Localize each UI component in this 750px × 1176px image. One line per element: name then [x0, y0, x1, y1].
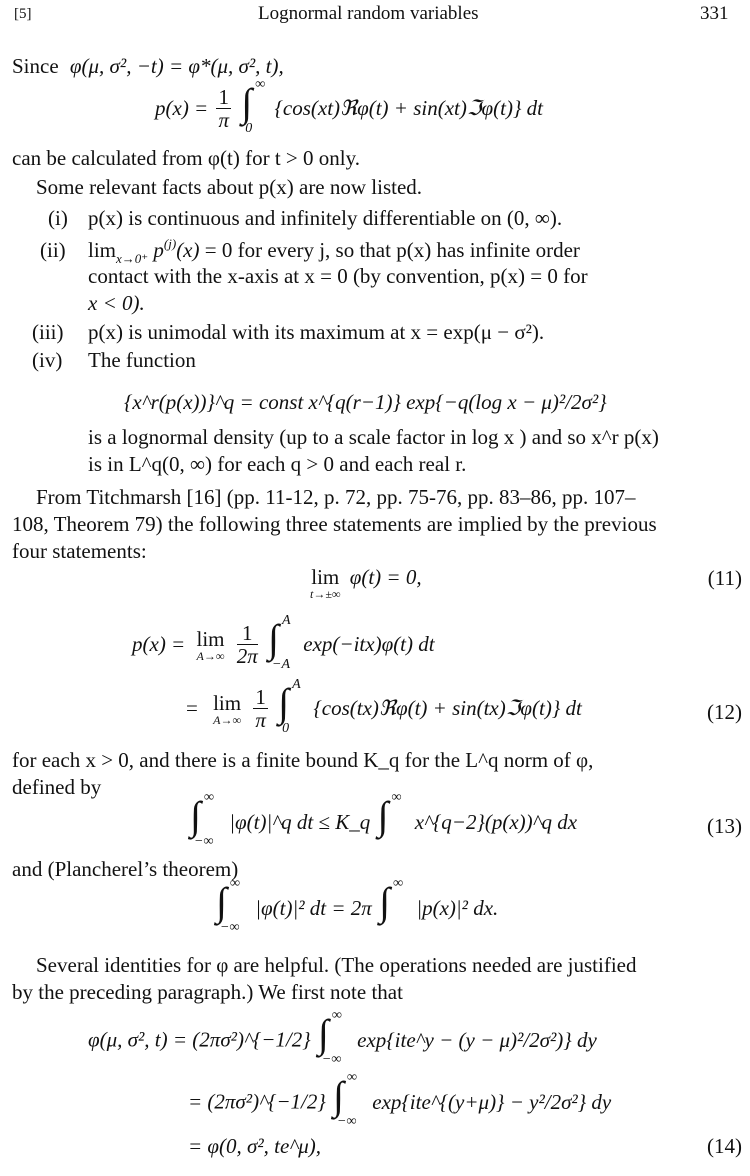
fact-label: (i) — [48, 206, 68, 230]
lim-word: lim — [88, 238, 117, 262]
equation-14-line-3: = φ(0, σ², te^μ), — [188, 1134, 321, 1158]
limit-operator: lim t→±∞ — [310, 565, 341, 601]
plancherel-intro: and (Plancherel’s theorem) — [12, 857, 239, 881]
equation-13: ∫ ∞ −∞ |φ(t)|^q dt ≤ K_q ∫ ∞ x^{q−2}(p(x))^q dx — [190, 790, 578, 849]
identities-line-2: by the preceding paragraph.) We first note that — [12, 980, 403, 1004]
equation-12-line-2: = lim A→∞ $\frac{1}{\pi}$ ∫ A 0 {cos(tx)ℜφ(t) + sin(tx)ℑφ(t)} dt — [186, 676, 582, 736]
bound-line-2: defined by — [12, 775, 102, 799]
facts-intro: Some relevant facts about p(x) are now listed. — [36, 175, 423, 199]
fraction: $\frac{1}{2\pi}$ — [236, 621, 258, 668]
integral-sign: ∫ ∞ −∞ — [317, 1008, 342, 1067]
titchmarsh-line-2: 108, Theorem 79) the following three statements are implied by the previous — [12, 512, 657, 536]
fact-label: (ii) — [40, 238, 66, 262]
calc-note: can be calculated from φ(t) for t > 0 only. — [12, 146, 360, 170]
equation-number-11: (11) — [707, 566, 742, 590]
fact-text: p(x) is continuous and infinitely differentiable on (0, ∞). — [88, 206, 563, 230]
lognormal-power-equation: {x^r(p(x))}^q = const x^{q(r−1)} exp{−q(log x − μ)²/2σ²} — [124, 390, 607, 414]
integral-sign: ∫ ∞ −∞ — [190, 790, 214, 849]
fact-item-i — [48, 206, 562, 231]
since-line — [12, 54, 284, 79]
fact-text: The function — [88, 348, 196, 372]
identities-line-1: Several identities for φ are helpful. (The operations needed are justified — [36, 953, 637, 977]
equation-14-line-2: = (2πσ²)^{−1/2} ∫ ∞ −∞ exp{ite^{(y+μ)} − y²/2σ²} dy — [188, 1070, 612, 1129]
fact-item-iii — [32, 320, 544, 345]
integral-sign: ∫ A 0 — [278, 676, 301, 736]
integral-sign: ∫ ∞ 0 — [241, 76, 266, 136]
fact-iv-after-2: is in L^q(0, ∞) for each q > 0 and each real r. — [88, 452, 467, 476]
integral-sign: ∫ A −A — [268, 612, 291, 672]
conjugate-identity: φ(μ, σ², −t) = φ*(μ, σ², t), — [69, 54, 284, 78]
integral-sign: ∫ ∞ −∞ — [333, 1070, 357, 1129]
section-marker: [5] — [14, 6, 32, 22]
page-number: 331 — [700, 3, 729, 24]
fact-iv-after-1: is a lognormal density (up to a scale factor in log x ) and so x^r p(x) — [88, 425, 659, 449]
limit-operator: lim A→∞ — [196, 626, 225, 663]
equation-14-line-1: φ(μ, σ², t) = (2πσ²)^{−1/2} ∫ ∞ −∞ exp{ite^y − (y − μ)²/2σ²)} dy — [88, 1008, 597, 1067]
inversion-equation — [155, 76, 543, 136]
bound-line-1: for each x > 0, and there is a finite bound K_q for the L^q norm of φ, — [12, 748, 594, 772]
fact-item-iv — [32, 348, 196, 373]
fact-text: p(x) is unimodal with its maximum at x = exp(μ − σ²). — [88, 320, 545, 344]
fact-ii-line2: contact with the x-axis at x = 0 (by convention, p(x) = 0 for — [88, 264, 588, 288]
fraction-one-over-pi: $\frac{1}{\pi}$ — [218, 85, 229, 132]
since-word: Since — [12, 54, 59, 78]
titchmarsh-line-1: From Titchmarsh [16] (pp. 11-12, p. 72, pp. 75-76, pp. 83–86, pp. 107– — [36, 485, 636, 509]
fraction: $\frac{1}{\pi}$ — [255, 685, 266, 732]
eq11-body: φ(t) = 0, — [349, 565, 422, 589]
running-title: Lognormal random variables — [258, 3, 479, 24]
titchmarsh-line-3: four statements: — [12, 539, 147, 563]
fact-label: (iv) — [32, 348, 63, 372]
integral-sign: ∫ ∞ — [377, 790, 402, 838]
equation-number-12: (12) — [707, 700, 742, 724]
equation-lhs: p(x) = — [155, 96, 209, 120]
equation-number-13: (13) — [707, 814, 742, 838]
fact-ii-line3: x < 0). — [88, 291, 145, 315]
integrand: {cos(xt)ℜφ(t) + sin(xt)ℑφ(t)} dt — [274, 96, 543, 120]
integral-sign: ∫ ∞ — [379, 876, 404, 924]
integral-sign: ∫ ∞ −∞ — [216, 876, 240, 935]
fact-ii-rest: = 0 for every j, so that p(x) has infinite order — [204, 238, 580, 262]
equation-12-line-1: p(x) = lim A→∞ $\frac{1}{2\pi}$ ∫ A −A exp(−itx)φ(t) dt — [132, 612, 435, 672]
limit-operator: lim A→∞ — [213, 690, 242, 727]
fact-label: (iii) — [32, 320, 64, 344]
plancherel-equation: ∫ ∞ −∞ |φ(t)|² dt = 2π ∫ ∞ |p(x)|² dx. — [216, 876, 499, 935]
equation-number-14: (14) — [707, 1134, 742, 1158]
equation-11 — [310, 566, 422, 600]
fact-item-ii: (ii) $\lim_{x\to 0^+} p^{(j)}(x) = 0$ for every j, so that p(x) has infinite order — [40, 236, 580, 266]
